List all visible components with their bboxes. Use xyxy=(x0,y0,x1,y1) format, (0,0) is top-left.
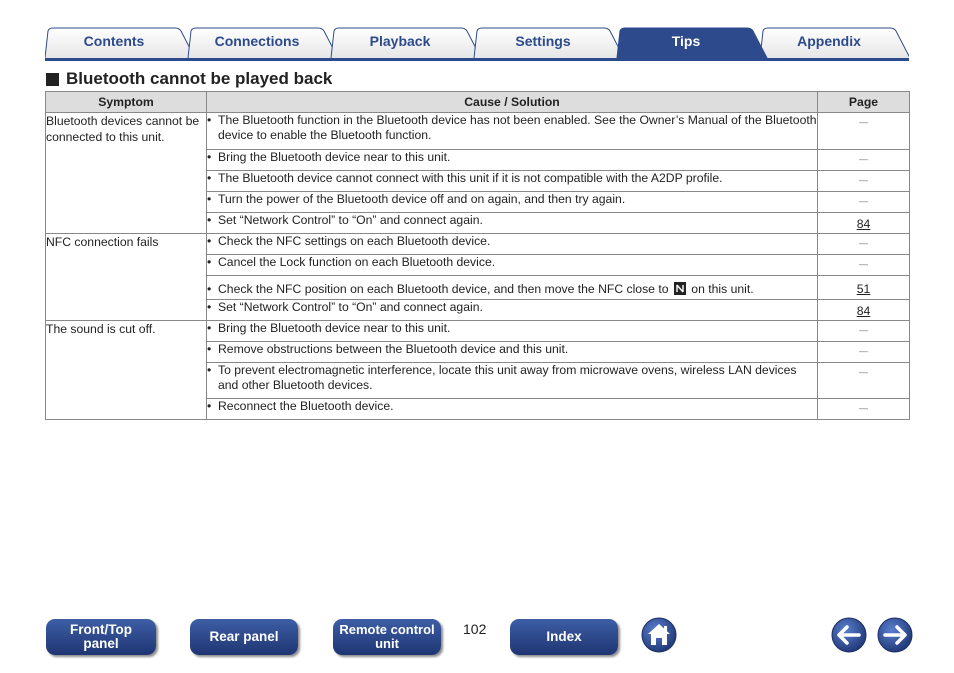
front-top-panel-label: Front/Top panel xyxy=(70,622,132,651)
page-dash: — xyxy=(859,154,868,164)
rear-panel-button[interactable] xyxy=(190,619,298,655)
tab-tips[interactable]: Tips xyxy=(671,33,701,49)
page-title: Bluetooth cannot be played back xyxy=(66,69,333,88)
home-button[interactable] xyxy=(641,617,677,653)
header-symptom: Symptom xyxy=(46,92,207,113)
bullet-icon: • xyxy=(207,150,212,164)
cause-cell xyxy=(207,399,818,420)
page-dash: — xyxy=(859,403,868,413)
page-cell xyxy=(818,192,910,213)
cause-text: Remove obstructions between the Bluetooth device and this unit. xyxy=(218,342,569,356)
cause-cell xyxy=(207,150,818,171)
cause-cell xyxy=(207,234,818,255)
cause-cell xyxy=(207,192,818,213)
bullet-icon: • xyxy=(207,213,212,227)
arrow-left-icon xyxy=(831,617,869,655)
page-dash: — xyxy=(859,196,868,206)
page-number: 102 xyxy=(463,621,487,637)
cause-text-after: on this unit. xyxy=(691,282,754,296)
cause-text: The Bluetooth device cannot connect with this unit if it is not compatible with the A2DP profile. xyxy=(218,171,723,185)
page-dash: — xyxy=(859,367,868,377)
symptom-cell: The sound is cut off. xyxy=(46,321,207,420)
section-heading xyxy=(46,69,332,89)
bullet-icon: • xyxy=(207,321,212,335)
symptom-cell: Bluetooth devices cannot be connected to this unit. xyxy=(46,113,207,234)
cause-cell xyxy=(207,171,818,192)
cause-text: The Bluetooth function in the Bluetooth device has not been enabled. See the Owner’s Manual of the Bluetooth device to enable the Bluetooth function. xyxy=(218,113,817,142)
bullet-icon: • xyxy=(207,399,212,413)
bullet-icon: • xyxy=(207,234,212,248)
page-cell xyxy=(818,363,910,399)
cause-cell xyxy=(207,300,818,321)
tab-settings[interactable]: Settings xyxy=(515,33,571,49)
bullet-icon: • xyxy=(207,300,212,314)
tab-bar xyxy=(45,27,909,62)
page-dash: — xyxy=(859,117,868,127)
page-cell xyxy=(818,276,910,300)
cause-cell xyxy=(207,342,818,363)
symptom-cell: NFC connection fails xyxy=(46,234,207,321)
tab-playback[interactable]: Playback xyxy=(369,33,431,49)
cause-text xyxy=(218,282,754,297)
page-cell xyxy=(818,300,910,321)
bullet-icon: • xyxy=(207,255,212,269)
page-cell xyxy=(818,150,910,171)
tab-appendix[interactable]: Appendix xyxy=(797,33,861,49)
page-cell xyxy=(818,113,910,150)
cause-cell xyxy=(207,213,818,234)
page-cell xyxy=(818,321,910,342)
page-dash: — xyxy=(859,346,868,356)
index-button[interactable] xyxy=(510,619,618,655)
bullet-icon: • xyxy=(207,113,212,127)
page-dash: — xyxy=(859,259,868,269)
cause-cell xyxy=(207,276,818,300)
bullet-icon: • xyxy=(207,171,212,185)
cause-text: Reconnect the Bluetooth device. xyxy=(218,399,394,413)
back-button[interactable] xyxy=(831,617,867,653)
nfc-mark-icon xyxy=(674,282,686,295)
table-row xyxy=(46,113,910,150)
cause-cell xyxy=(207,255,818,276)
cause-text: To prevent electromagnetic interference, locate this unit away from microwave ovens, wireless LAN devices and other Bluetooth devices. xyxy=(218,363,797,392)
page-cell xyxy=(818,234,910,255)
page-link[interactable]: 51 xyxy=(856,282,871,296)
page-cell xyxy=(818,342,910,363)
cause-text: Set “Network Control” to “On” and connect again. xyxy=(218,300,483,314)
cause-text: Bring the Bluetooth device near to this unit. xyxy=(218,150,451,164)
cause-text: Set “Network Control” to “On” and connect again. xyxy=(218,213,483,227)
arrow-right-icon xyxy=(877,617,915,655)
tab-contents[interactable]: Contents xyxy=(83,33,145,49)
remote-control-unit-label: Remote control unit xyxy=(339,622,435,651)
home-icon xyxy=(641,617,679,655)
heading-square-icon xyxy=(46,73,59,86)
bullet-icon: • xyxy=(207,192,212,206)
remote-control-unit-button[interactable] xyxy=(333,619,441,655)
page-cell xyxy=(818,399,910,420)
cause-cell xyxy=(207,321,818,342)
cause-text-before: Check the NFC position on each Bluetooth device, and then move the NFC close to xyxy=(218,282,669,296)
tab-connections[interactable]: Connections xyxy=(214,33,300,49)
header-page: Page xyxy=(818,92,910,113)
cause-text: Bring the Bluetooth device near to this unit. xyxy=(218,321,451,335)
cause-text: Turn the power of the Bluetooth device off and on again, and then try again. xyxy=(218,192,626,206)
index-label: Index xyxy=(546,629,582,644)
page-dash: — xyxy=(859,325,868,335)
cause-cell xyxy=(207,363,818,399)
table-row xyxy=(46,234,910,255)
cause-text: Check the NFC settings on each Bluetooth device. xyxy=(218,234,491,248)
bullet-icon: • xyxy=(207,282,212,296)
header-cause: Cause / Solution xyxy=(207,92,818,113)
front-top-panel-button[interactable] xyxy=(46,619,156,655)
tab-underline xyxy=(45,58,909,61)
bullet-icon: • xyxy=(207,363,212,377)
rear-panel-label: Rear panel xyxy=(209,629,279,644)
bullet-icon: • xyxy=(207,342,212,356)
page-cell xyxy=(818,255,910,276)
page-cell xyxy=(818,171,910,192)
table-header-row xyxy=(46,92,910,113)
page-dash: — xyxy=(859,238,868,248)
page-link[interactable]: 84 xyxy=(856,304,871,318)
cause-text: Cancel the Lock function on each Bluetooth device. xyxy=(218,255,496,269)
cause-cell xyxy=(207,113,818,150)
table-row xyxy=(46,321,910,342)
troubleshooting-table xyxy=(45,91,910,420)
page-link[interactable]: 84 xyxy=(856,217,871,231)
page-dash: — xyxy=(859,175,868,185)
forward-button[interactable] xyxy=(877,617,913,653)
page-cell xyxy=(818,213,910,234)
